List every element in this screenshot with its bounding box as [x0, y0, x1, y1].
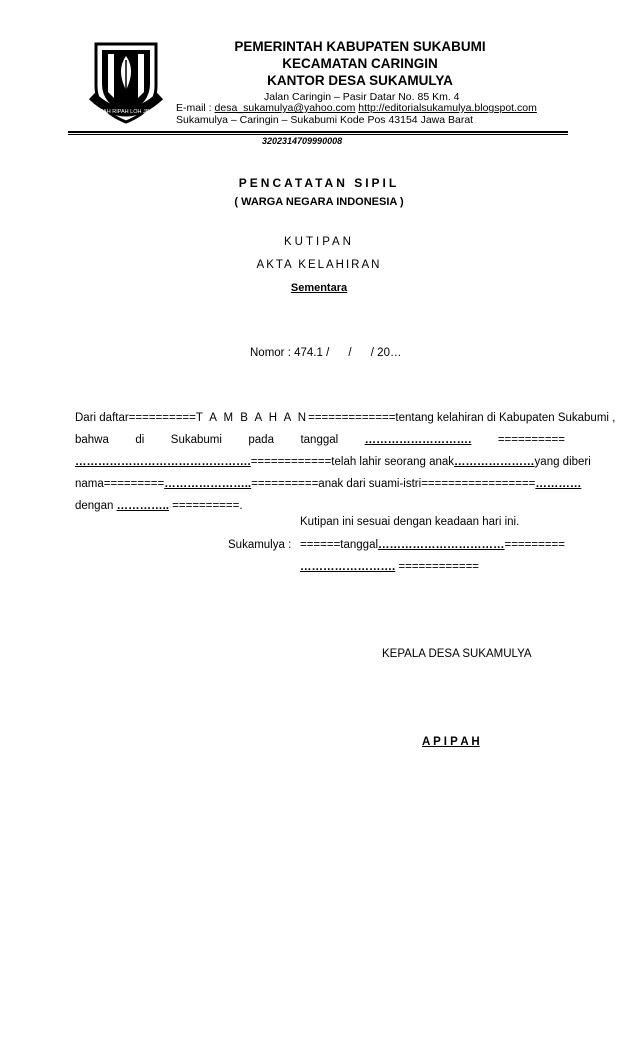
date-line-2: ……………………. ============ [300, 561, 479, 573]
body-line-2: bahwa di Sukabumi pada tanggal ………………………. ========== [75, 429, 565, 451]
fill-blank: ………………………………………. [75, 456, 251, 468]
website-link[interactable]: http://editorialsukamulya.blogspot.com [358, 102, 537, 114]
fill-blank: ………… [535, 478, 582, 490]
fill-blank: ………………………. [364, 434, 472, 446]
place-label: Sukamulya : [228, 539, 292, 551]
email-link[interactable]: desa_sukamulya@yahoo.com [214, 102, 356, 114]
fill-blank: ………….. [116, 500, 169, 512]
office-address: Jalan Caringin – Pasir Datar No. 85 Km. 4 [264, 91, 460, 103]
header-rule-thin [68, 134, 568, 135]
office-location: Sukamulya – Caringin – Sukabumi Kode Pos 43154 Jawa Barat [176, 114, 474, 126]
office-name: KANTOR DESA SUKAMULYA [267, 73, 453, 88]
government-name: PEMERINTAH KABUPATEN SUKABUMI [234, 39, 486, 54]
body-line-5: dengan ………….. ==========. [75, 500, 243, 512]
signatory-name: A P I P A H [422, 736, 480, 748]
fill-blank: ……………………. [300, 561, 396, 573]
fill-blank: ………………… [454, 456, 535, 468]
body-line-4: nama ========= ………………….. ========== anak dari suami-istri ================= ………… [75, 473, 565, 495]
district-name: KECAMATAN CARINGIN [282, 56, 438, 71]
header-rule-thick [68, 131, 568, 133]
closing-statement: Kutipan ini sesuai dengan keadaan hari ini. [300, 516, 520, 528]
fill-blank: ………………….. [164, 478, 252, 490]
body-line-3: ………………………………………. ============ telah lahir seorang anak ………………… yang diberi [75, 451, 565, 473]
status-temporary: Sementara [290, 282, 348, 294]
signatory-position: KEPALA DESA SUKAMULYA [382, 648, 532, 660]
body-line-1: Dari daftar ========== T A M B A H A N ============= tentang kelahiran di Kabupaten Sukabumi , [75, 412, 616, 424]
title-birth-certificate: AKTA KELAHIRAN [256, 259, 382, 271]
fill-blank: …………………………… [378, 539, 505, 551]
registration-code: 3202314709990008 [262, 136, 343, 146]
date-line: ====== tanggal …………………………… ========= [300, 539, 565, 551]
body-paragraph [75, 407, 616, 517]
heading-civil-registry: PENCATATAN SIPIL [238, 176, 400, 190]
logo-motto: GEMAH RIPAH LOH JINAWI [90, 109, 162, 115]
email-label: E-mail : [176, 102, 215, 114]
regency-logo [88, 40, 164, 126]
title-excerpt: KUTIPAN [284, 236, 354, 248]
heading-citizenship: ( WARGA NEGARA INDONESIA ) [234, 196, 404, 208]
document-number: Nomor : 474.1 / / / 20… [250, 347, 402, 359]
